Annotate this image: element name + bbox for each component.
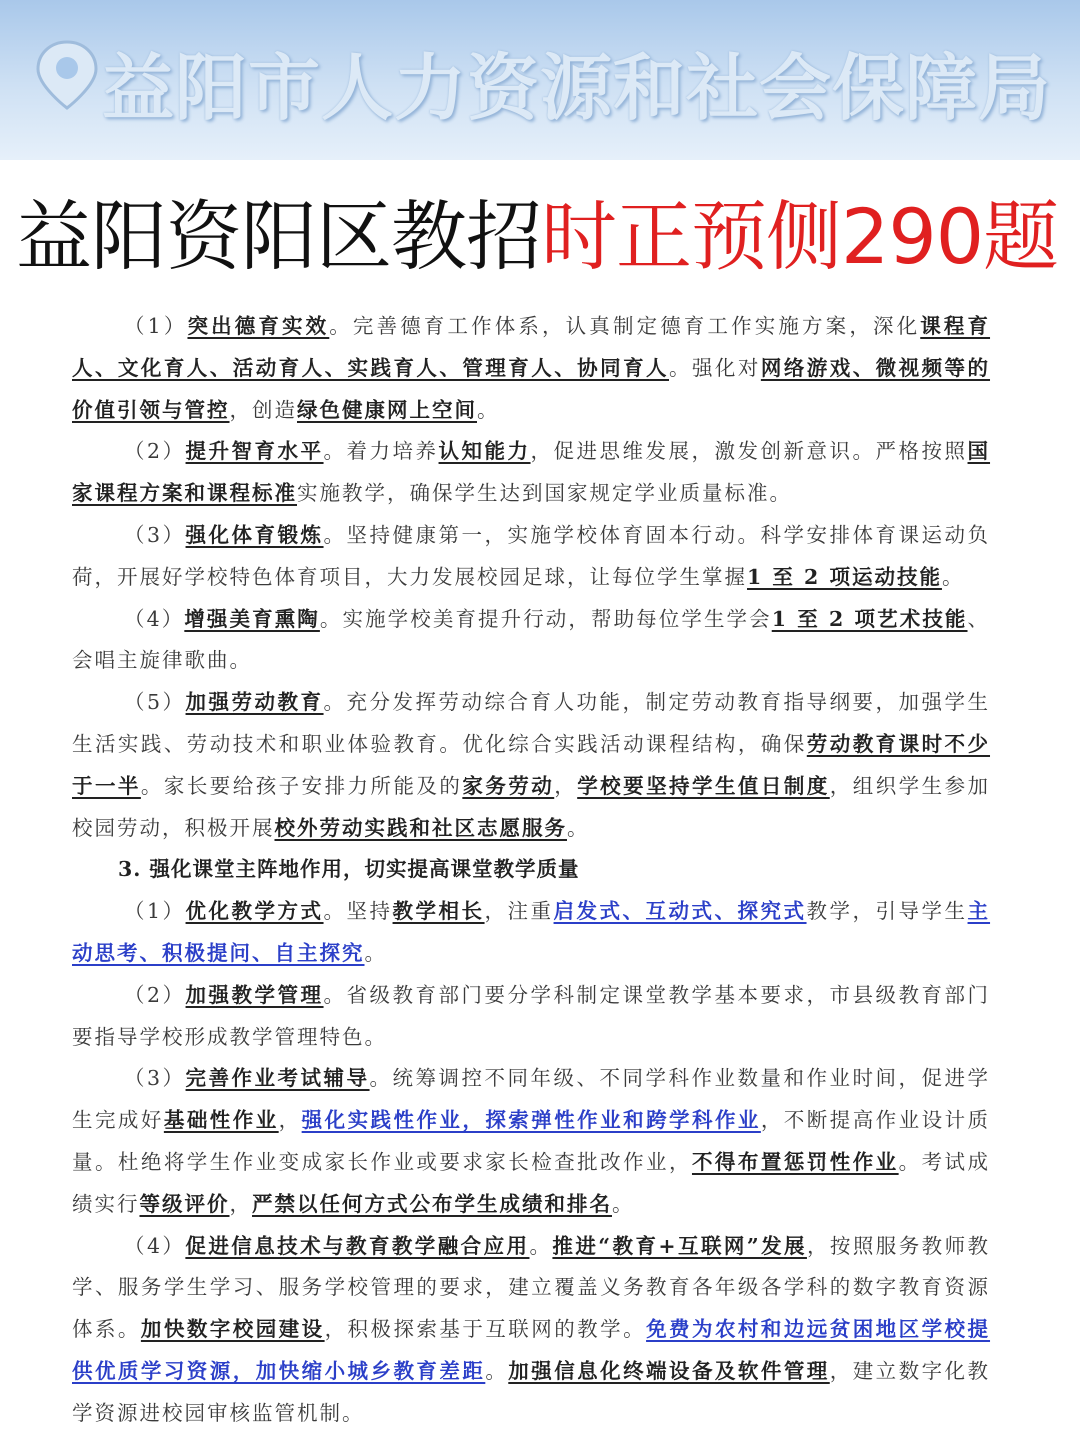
key-phrase-blue: 主动思考、积极提问、自主探究 [72,899,991,965]
body-text: 。强化对 [669,355,761,380]
body-text: 、会唱主旋律歌曲。 [72,606,991,673]
key-phrase: 家务劳动 [462,773,555,798]
body-text: 。 [529,1233,553,1258]
key-phrase: 加强教学管理 [185,982,324,1007]
key-phrase: 教学相长 [392,899,485,924]
key-phrase: 1 至 2 项运动技能 [747,564,942,589]
key-phrase: 促进信息技术与教育教学融合应用 [185,1233,530,1258]
paragraph-labor-education [72,682,990,849]
body-text: 。实施学校美育提升行动，帮助每位学生学会 [319,606,772,631]
body-text: 。坚持 [323,899,393,924]
body-text: ，积极探索基于互联网的教学。 [324,1317,647,1342]
key-phrase: 严禁以任何方式公布学生成绩和排名 [252,1191,612,1216]
key-phrase: 绿色健康网上空间 [297,397,477,422]
key-phrase: 基础性作业 [163,1108,279,1133]
body-text: ，促进思维发展，激发创新意识。严格按照 [530,439,968,464]
item-number: （4） [124,1233,186,1258]
key-phrase: 推进“教育+互联网”发展 [552,1233,807,1258]
key-phrase: 增强美育熏陶 [184,606,320,631]
body-text: 。 [941,564,965,589]
body-text: 。统筹调控不同年级、不同学科作业数量和作业时间，促进学生完成好 [72,1066,991,1133]
key-phrase-blue: 强化实践性作业，探索弹性作业和跨学科作业 [301,1108,761,1133]
item-number: （1） [124,314,188,338]
organization-name: 益阳市人力资源和社会保障局 [102,46,1052,130]
body-text: 。 [364,940,387,965]
body-text: 实施教学，确保学生达到国家规定学业质量标准。 [297,481,792,506]
header-banner [0,0,1080,160]
body-text: ，不断提高作业设计质量。杜绝将学生作业变成家长作业或要求家长检查批改作业， [72,1108,991,1174]
key-phrase: 完善作业考试辅导 [185,1066,370,1091]
body-text: ，组织学生参加校园劳动，积极开展 [72,773,991,840]
paragraph-intellectual-education [72,431,990,515]
paragraph-moral-education [72,306,990,431]
body-text: 。 [567,815,590,840]
body-text: ， [278,1108,302,1133]
key-phrase: 劳动教育课时不少于一半 [72,731,991,798]
section-heading: 3. 强化课堂主阵地作用，切实提高课堂教学质量 [118,857,580,882]
key-phrase-blue: 免费为农村和边远贫困地区学校提供优质学习资源，加快缩小城乡教育差距 [72,1317,991,1383]
body-text: ，注重 [484,899,554,924]
item-number: （4） [124,606,185,631]
item-number: （2） [124,982,186,1007]
body-text: 。充分发挥劳动综合育人功能，制定劳动教育指导纲要，加强学生生活实践、劳动技术和职业体验教育。优化综合实践活动课程结构，确保 [72,690,991,756]
body-text: 。家长要给孩子安排力所能及的 [140,773,463,798]
document-body [72,306,990,1435]
key-phrase: 1 至 2 项艺术技能 [771,606,968,631]
key-phrase: 网络游戏、微视频等的价值引领与管控 [72,355,991,422]
key-phrase: 突出德育实效 [187,314,330,338]
body-text: 。坚持健康第一，实施学校体育固本行动。科学安排体育课运动负荷，开展好学校特色体育项目，大力发展校园足球，让每位学生掌握 [72,522,991,589]
key-phrase: 加强信息化终端设备及软件管理 [508,1358,830,1383]
item-number: （3） [124,522,186,547]
key-phrase: 不得布置惩罚性作业 [691,1149,899,1174]
key-phrase: 校外劳动实践和社区志愿服务 [274,815,567,840]
key-phrase-blue: 启发式、互动式、探究式 [553,899,807,924]
item-number: （2） [124,439,186,464]
body-text: 。完善德育工作体系，认真制定德育工作实施方案，深化 [329,314,921,338]
body-text: 。考试成绩实行 [72,1149,991,1216]
key-phrase: 强化体育锻炼 [185,522,324,547]
body-text: ， [229,1191,252,1216]
headline-red: 时正预侧290题 [541,191,1059,281]
body-text: ，按照服务教师教学、服务学生学习、服务学校管理的要求，建立覆盖义务教育各年级各学科的数字教育资源体系。 [72,1233,991,1342]
paragraph-homework-exams [72,1058,990,1225]
paragraph-teaching-management [72,975,990,1059]
key-phrase: 国家课程方案和课程标准 [72,439,991,506]
item-number: （5） [124,690,186,715]
body-text: 。省级教育部门要分学科制定课堂教学基本要求，市县级教育部门要指导学校形成教学管理特色。 [72,982,991,1049]
key-phrase: 学校要坚持学生值日制度 [577,773,830,798]
body-text: ， [554,773,578,798]
key-phrase: 等级评价 [139,1191,230,1216]
body-text: 。 [612,1191,635,1216]
body-text: 。着力培养 [323,439,439,464]
body-text: ，创造 [229,397,297,422]
item-number: （1） [124,899,186,924]
paragraph-physical-education [72,515,990,599]
key-phrase: 提升智育水平 [185,439,324,464]
key-phrase: 加强劳动教育 [185,690,324,715]
paragraph-information-technology [72,1226,990,1435]
body-text: 。 [477,397,500,422]
headline-black: 益阳资阳区教招 [16,191,541,281]
headline [0,160,1080,300]
key-phrase: 加快数字校园建设 [140,1317,325,1342]
body-text: 教学，引导学生 [806,899,968,924]
body-text: ，建立数字化教学资源进校园审核监管机制。 [72,1358,991,1425]
paragraph-teaching-methods [72,891,990,975]
location-pin-icon [32,38,102,110]
key-phrase: 认知能力 [438,439,531,464]
paragraph-aesthetic-education [72,599,990,683]
item-number: （3） [124,1066,186,1091]
key-phrase: 优化教学方式 [185,899,324,924]
body-text: 。 [485,1358,509,1383]
key-phrase: 课程育人、文化育人、活动育人、实践育人、管理育人、协同育人 [72,314,991,380]
